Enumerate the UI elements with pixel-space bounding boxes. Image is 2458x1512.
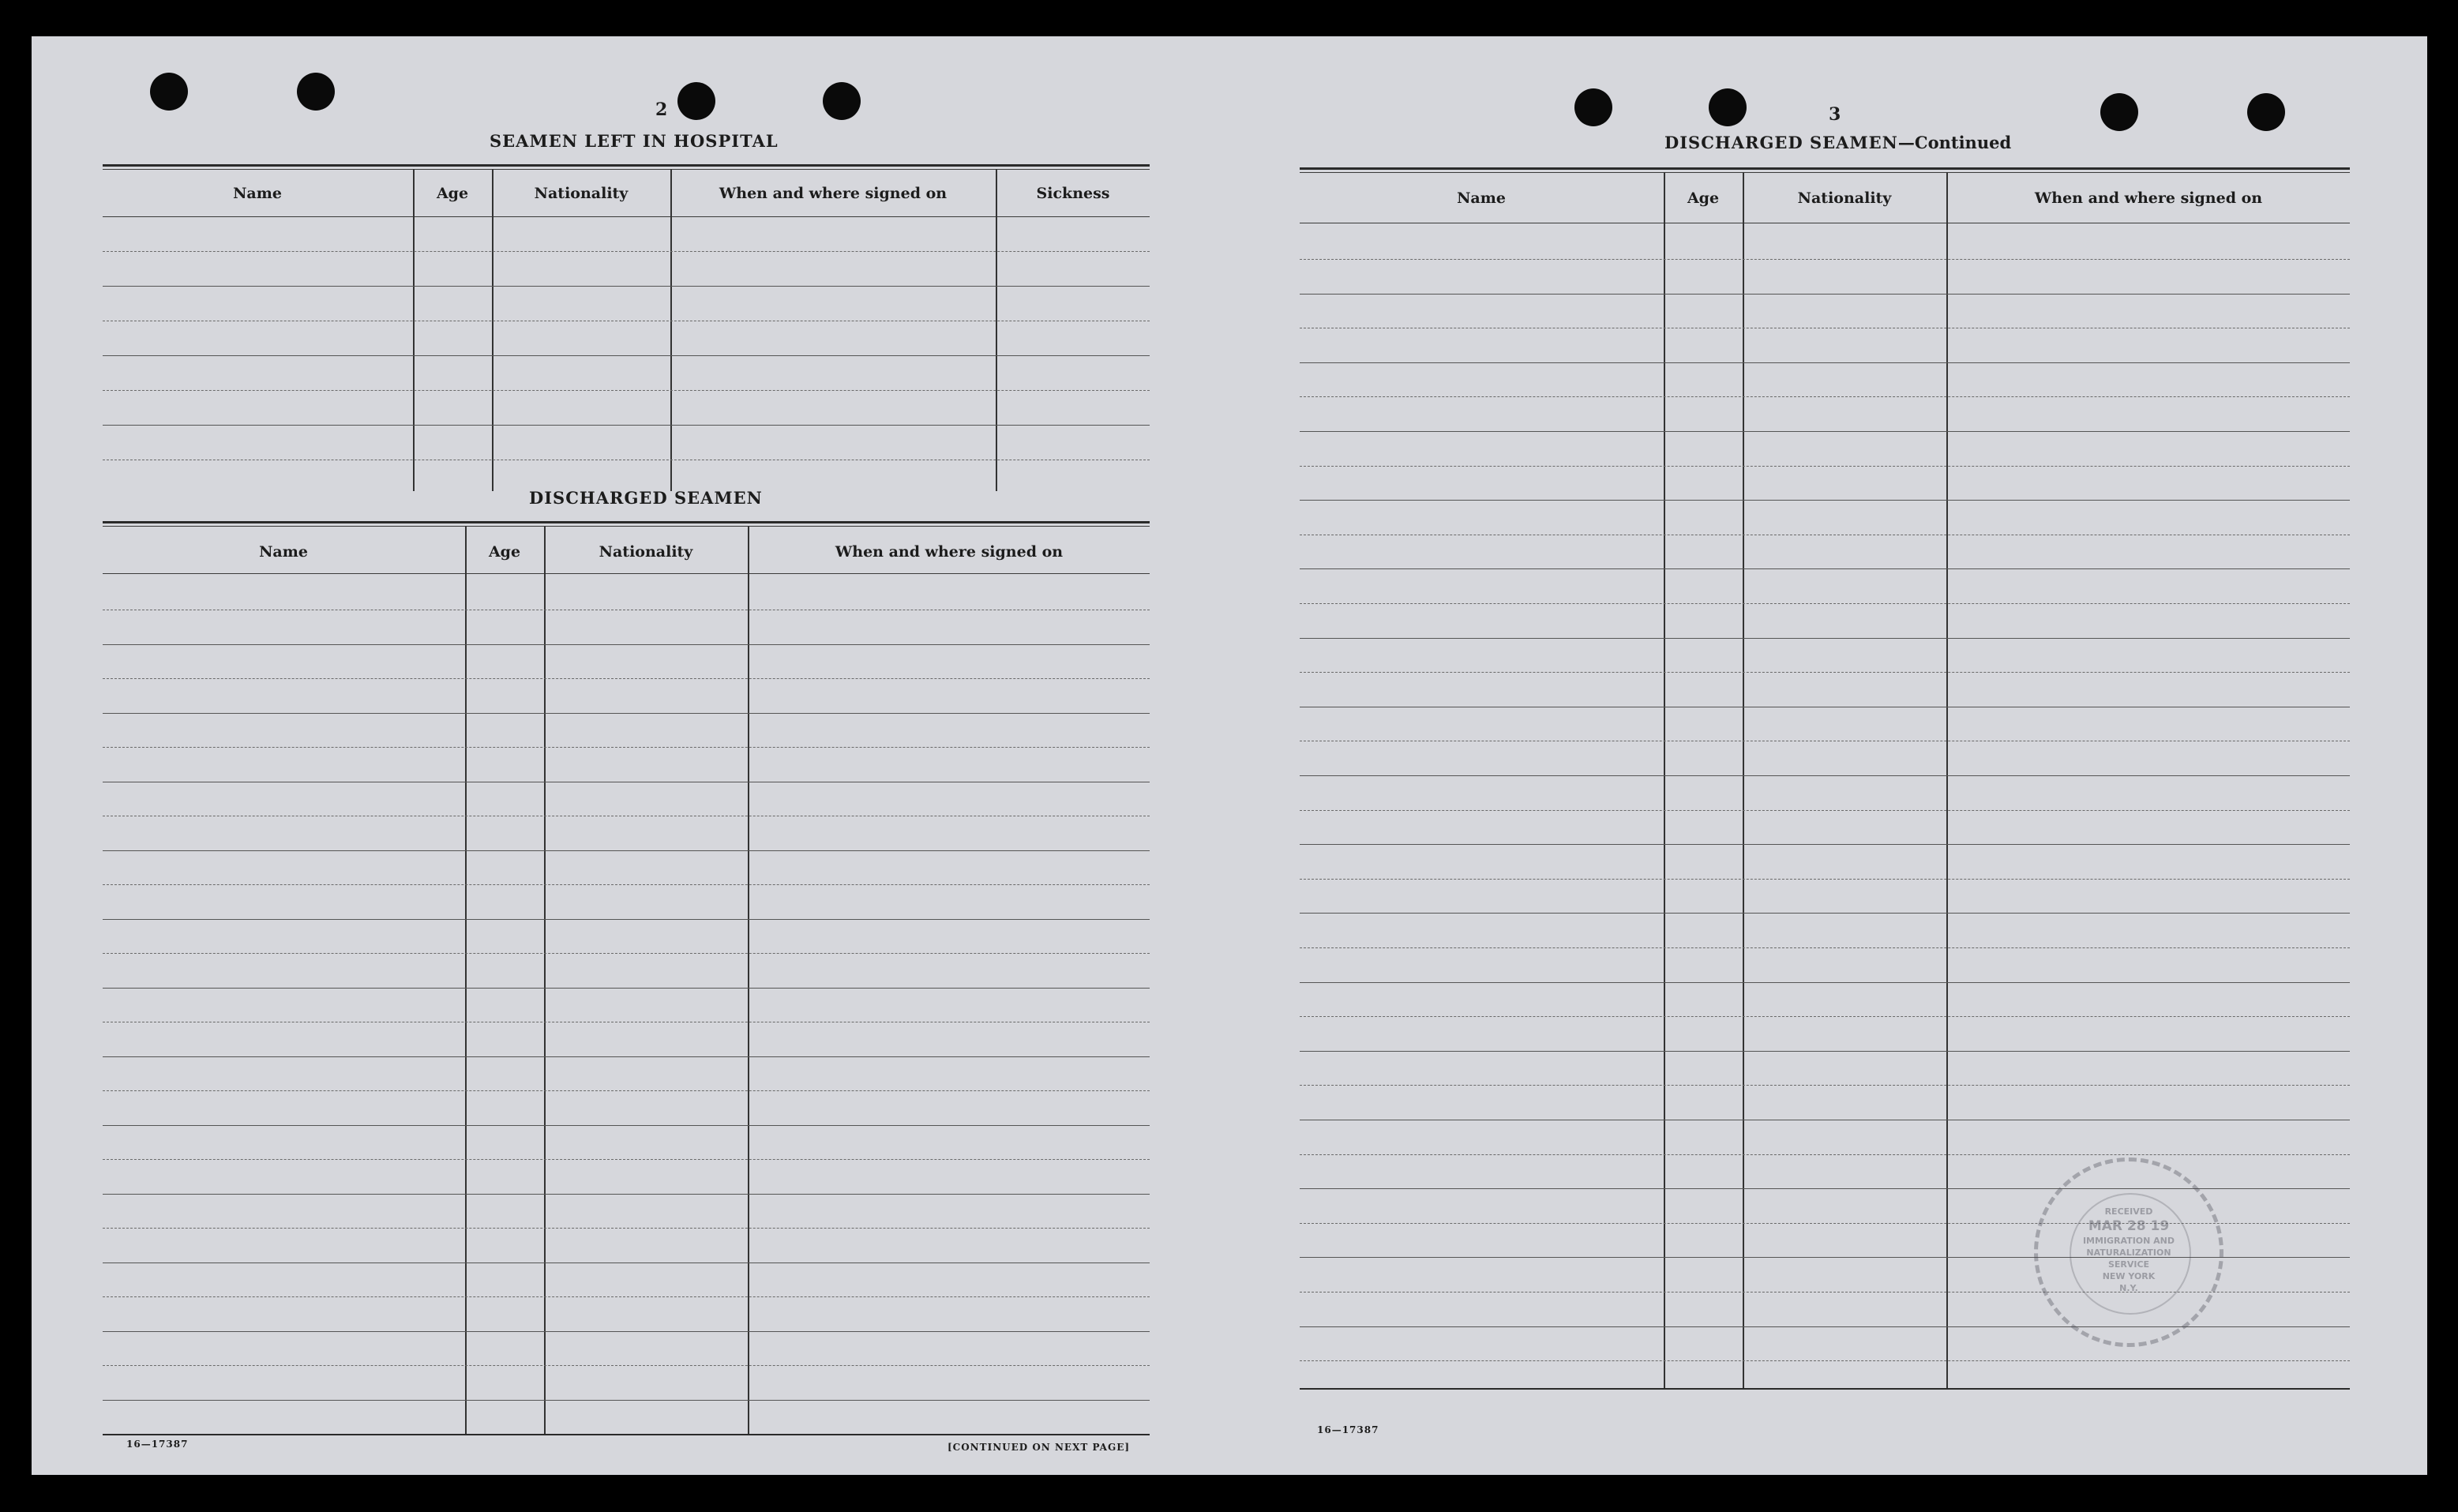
ruled-line [103,1194,1150,1195]
ruled-line [1300,879,2350,880]
column-header-signed-on: When and where signed on [2034,189,2263,207]
ruled-line [103,390,1150,391]
stamp-line: SERVICE [2107,1259,2150,1270]
ruled-line [103,953,1150,954]
discharged-continued-title [1664,133,2011,152]
continued-on-next-page: [CONTINUED ON NEXT PAGE] [948,1442,1131,1453]
ruled-line [103,1090,1150,1091]
column-header-signed-on: When and where signed on [719,185,948,202]
discharged-table [103,521,1150,1453]
page-number: 3 [1829,104,1841,125]
stamp-line: N.Y. [2119,1283,2138,1293]
column-header-age: Age [436,185,469,202]
column-divider [748,526,749,1434]
ruled-line [1300,431,2350,432]
column-divider [544,526,546,1434]
ruled-line [103,850,1150,851]
form-number: 16—17387 [126,1439,189,1450]
ruled-line [103,425,1150,426]
ruled-line [103,286,1150,287]
ruled-line [103,355,1150,356]
column-header-nationality: Nationality [1797,189,1892,207]
ruled-line [103,1296,1150,1297]
ruled-line [103,884,1150,885]
ruled-line [1300,259,2350,260]
stamp-line: IMMIGRATION AND [2082,1236,2175,1246]
column-divider [1664,172,1665,1388]
ruled-line [1300,568,2350,569]
ruled-line [1300,362,2350,363]
column-header-signed-on: When and where signed on [835,543,1064,561]
document-sheet [32,36,2427,1475]
stamp-line: RECEIVED [2104,1206,2153,1217]
ruled-line [1300,1016,2350,1017]
column-divider [492,169,493,491]
ruled-line [103,1056,1150,1057]
ruled-line [1300,775,2350,776]
stamp-text [2054,1206,2204,1294]
ruled-line [1300,294,2350,295]
left-page [103,99,1176,1458]
form-number: 16—17387 [1317,1424,1379,1435]
table-top-rule [1300,172,2350,173]
column-header-sickness: Sickness [1036,185,1110,202]
column-header-name: Name [233,185,282,202]
ruled-line [103,1365,1150,1366]
ruled-line [103,251,1150,252]
ruled-line [1300,1360,2350,1361]
ruled-line [103,1159,1150,1160]
column-divider [1946,172,1948,1388]
table-top-rule [1300,167,2350,170]
ruled-line [103,747,1150,748]
ruled-line [103,1331,1150,1332]
ruled-line [103,678,1150,679]
hospital-section-title: SEAMEN LEFT IN HOSPITAL [490,131,779,151]
ruled-line [1300,1051,2350,1052]
table-top-rule [103,169,1150,170]
ruled-line [103,1228,1150,1229]
discharged-section-title: DISCHARGED SEAMEN [529,488,763,508]
ruled-line [1300,1154,2350,1155]
table-top-rule [103,526,1150,527]
table-bottom-rule [103,1434,1150,1435]
ruled-line [1300,810,2350,811]
column-header-nationality: Nationality [599,543,693,561]
ruled-line [1300,500,2350,501]
column-divider [413,169,415,491]
stamp-line: MAR 28 19 [2088,1218,2170,1234]
column-divider [1743,172,1744,1388]
received-stamp [2034,1157,2223,1347]
table-bottom-rule [1300,1388,2350,1390]
hospital-table [103,164,1150,496]
ruled-line [1300,638,2350,639]
title-main: DISCHARGED SEAMEN [1664,133,1898,152]
table-top-rule [103,521,1150,523]
ruled-line [1300,672,2350,673]
ruled-line [1300,1085,2350,1086]
header-bottom-rule [103,216,1150,217]
ruled-line [1300,913,2350,914]
ruled-line [1300,947,2350,948]
stamp-line: NATURALIZATION [2086,1247,2171,1258]
ruled-line [103,988,1150,989]
header-bottom-rule [103,573,1150,574]
column-divider [996,169,997,491]
ruled-line [1300,466,2350,467]
column-header-age: Age [1687,189,1720,207]
page-number: 2 [655,99,668,120]
table-top-rule [103,164,1150,167]
ruled-line [103,1400,1150,1401]
ruled-line [1300,603,2350,604]
right-page [1300,99,2389,1458]
ruled-line [103,1125,1150,1126]
column-header-nationality: Nationality [534,185,629,202]
column-header-age: Age [488,543,521,561]
ruled-line [103,644,1150,645]
stamp-line: NEW YORK [2102,1271,2156,1281]
column-header-name: Name [259,543,308,561]
ruled-line [1300,1326,2350,1327]
ruled-line [1300,396,2350,397]
ruled-line [1300,982,2350,983]
column-divider [465,526,467,1434]
ruled-line [1300,844,2350,845]
ruled-line [103,919,1150,920]
title-suffix: —Continued [1897,133,2012,152]
column-header-name: Name [1457,189,1506,207]
ruled-line [103,713,1150,714]
column-divider [670,169,672,491]
